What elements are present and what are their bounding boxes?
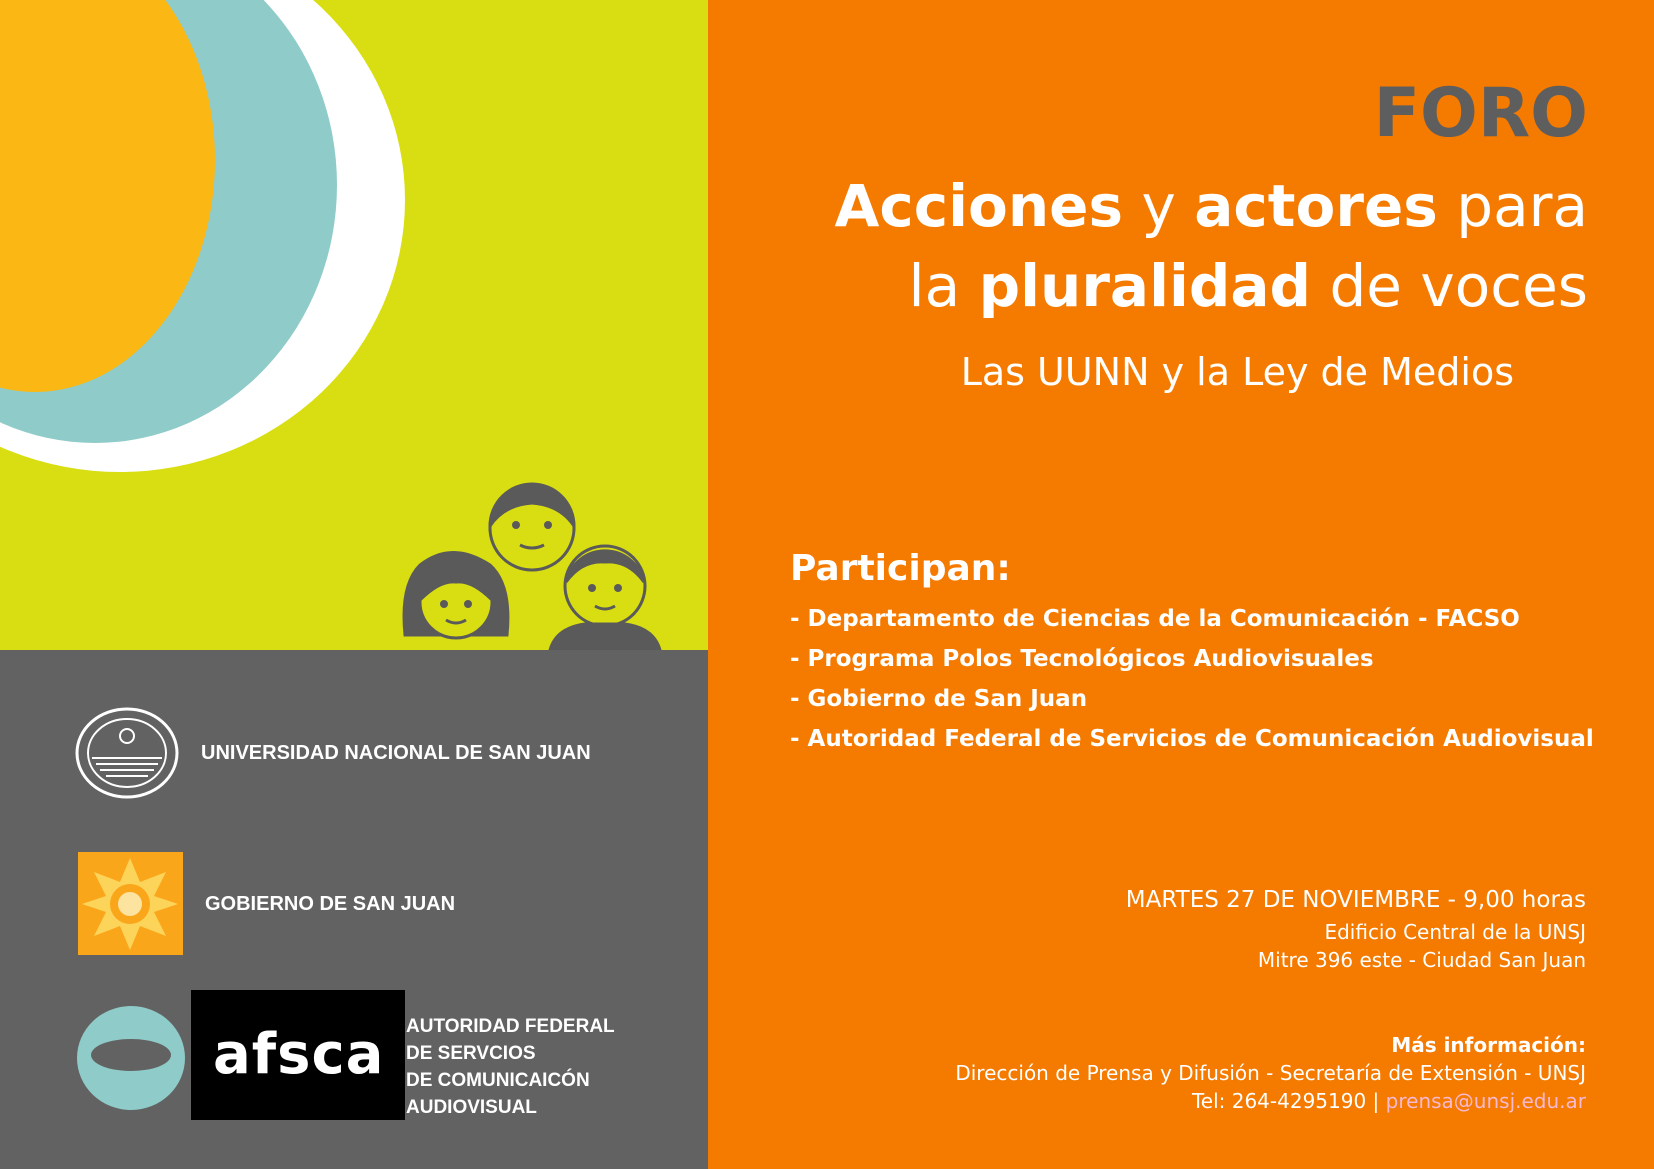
more-info-title: Más información: (1391, 1033, 1586, 1057)
foro-label: FORO (1373, 74, 1588, 153)
afsca-logo (191, 990, 405, 1120)
headline-word: de voces (1311, 252, 1588, 320)
event-place: Edificio Central de la UNSJ (1324, 920, 1586, 944)
headline-word: Acciones (834, 172, 1124, 240)
illustration-panel (0, 0, 708, 650)
subtitle: Las UUNN y la Ley de Medios (960, 350, 1514, 394)
afsca-label (406, 1013, 615, 1121)
afsca-label-line: AUDIOVISUAL (406, 1097, 537, 1118)
participants-list (790, 604, 1594, 764)
headline-line-1 (688, 166, 1588, 246)
unsj-seal-icon (74, 706, 180, 800)
headline-word: actores (1194, 172, 1438, 240)
list-item: - Departamento de Ciencias de la Comunicación - FACSO (790, 606, 1520, 632)
gobierno-label: GOBIERNO DE SAN JUAN (205, 893, 456, 915)
afsca-label-line: DE SERVCIOS (406, 1043, 536, 1064)
phone-text: Tel: 264-4295190 | (1191, 1089, 1386, 1113)
participants-title: Participan: (790, 548, 1011, 589)
headline-word: la (908, 252, 979, 320)
headline-word: para (1437, 172, 1588, 240)
contact-line (1192, 1089, 1586, 1113)
decorative-arcs (0, 0, 708, 650)
event-address: Mitre 396 este - Ciudad San Juan (1257, 948, 1586, 972)
unsj-label: UNIVERSIDAD NACIONAL DE SAN JUAN (201, 742, 591, 764)
gobierno-sun-icon (78, 852, 183, 955)
afsca-ring-icon (75, 1003, 187, 1113)
headline-line-2 (688, 246, 1588, 326)
headline-word: y (1123, 172, 1195, 240)
afsca-label-line: AUTORIDAD FEDERAL (406, 1016, 615, 1037)
headline (688, 166, 1588, 326)
email-link[interactable]: prensa@unsj.edu.ar (1385, 1089, 1586, 1113)
afsca-wordmark: afsca (213, 1022, 385, 1087)
event-date: MARTES 27 DE NOVIEMBRE - 9,00 horas (1125, 887, 1586, 913)
list-item: - Gobierno de San Juan (790, 686, 1088, 712)
people-icon (404, 484, 660, 650)
list-item: - Autoridad Federal de Servicios de Comunicación Audiovisual (790, 726, 1594, 752)
more-info-line: Dirección de Prensa y Difusión - Secretaría de Extensión - UNSJ (955, 1061, 1586, 1085)
headline-word: pluralidad (978, 252, 1312, 320)
list-item: - Programa Polos Tecnológicos Audiovisuales (790, 646, 1374, 672)
afsca-label-line: DE COMUNICAICÓN (406, 1070, 590, 1091)
